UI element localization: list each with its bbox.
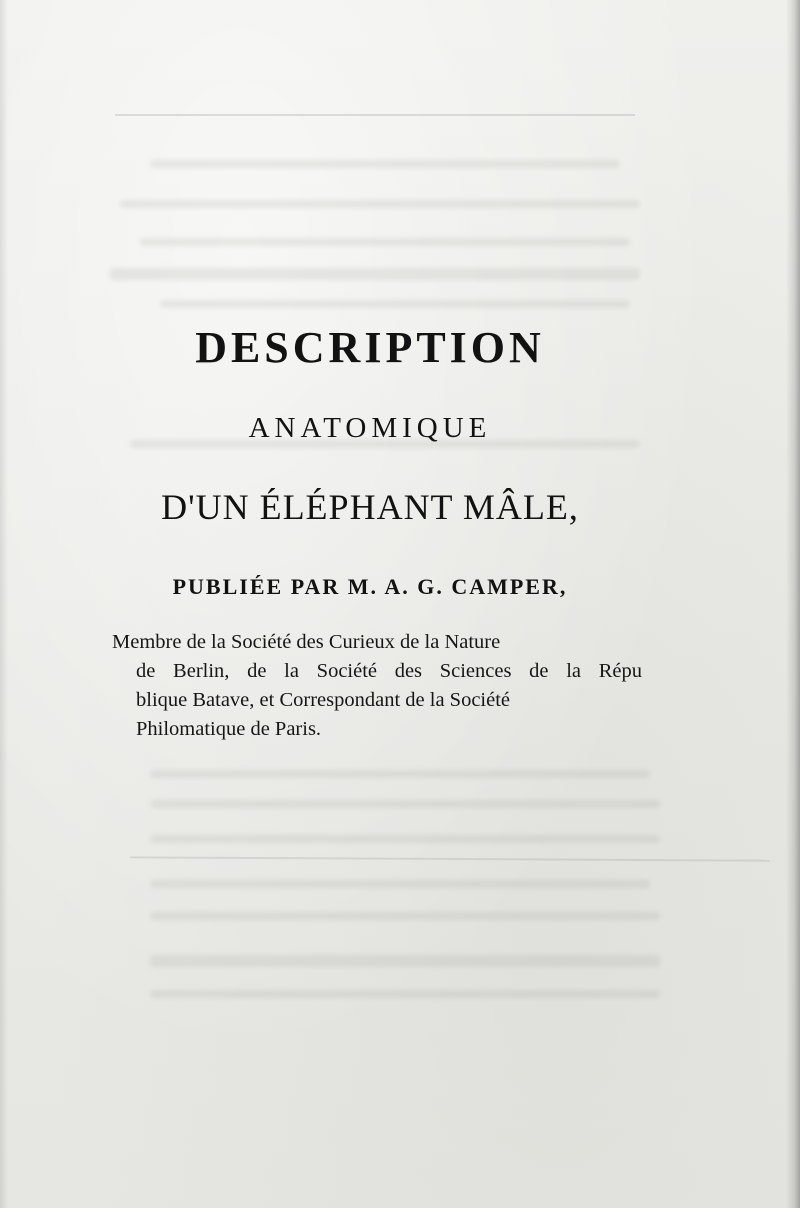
bleed-through-line (150, 770, 650, 778)
author-description-line: de Berlin, de la Société des Sciences de la Répu (136, 660, 642, 682)
page-right-edge (786, 0, 800, 1208)
bleed-through-rule (115, 114, 635, 116)
author-description-line: Membre de la Société des Curieux de la Nature (112, 631, 501, 653)
bleed-through-line (160, 300, 630, 308)
paper-crease (130, 856, 770, 861)
bleed-through-line (150, 990, 660, 998)
bleed-through-line (140, 238, 630, 246)
author-description-line: blique Batave, et Correspondant de la Société (136, 689, 511, 711)
bleed-through-line (120, 200, 640, 208)
bleed-through-line (110, 268, 640, 280)
bleed-through-line (150, 955, 660, 967)
bleed-through-line (150, 880, 650, 888)
page-subtitle: ANATOMIQUE (248, 412, 492, 444)
author-description (112, 628, 642, 744)
bleed-through-line (150, 912, 660, 920)
author-description-line: Philomatique de Paris. (136, 718, 322, 740)
publisher-line: PUBLIÉE PAR M. A. G. CAMPER, (172, 574, 568, 599)
bleed-through-line (150, 160, 620, 168)
bleed-through-line (150, 835, 660, 843)
bleed-through-line (150, 800, 660, 808)
page-left-edge (0, 0, 8, 1208)
page-subject: D'UN ÉLÉPHANT MÂLE, (161, 487, 579, 527)
page-title: DESCRIPTION (195, 323, 545, 372)
